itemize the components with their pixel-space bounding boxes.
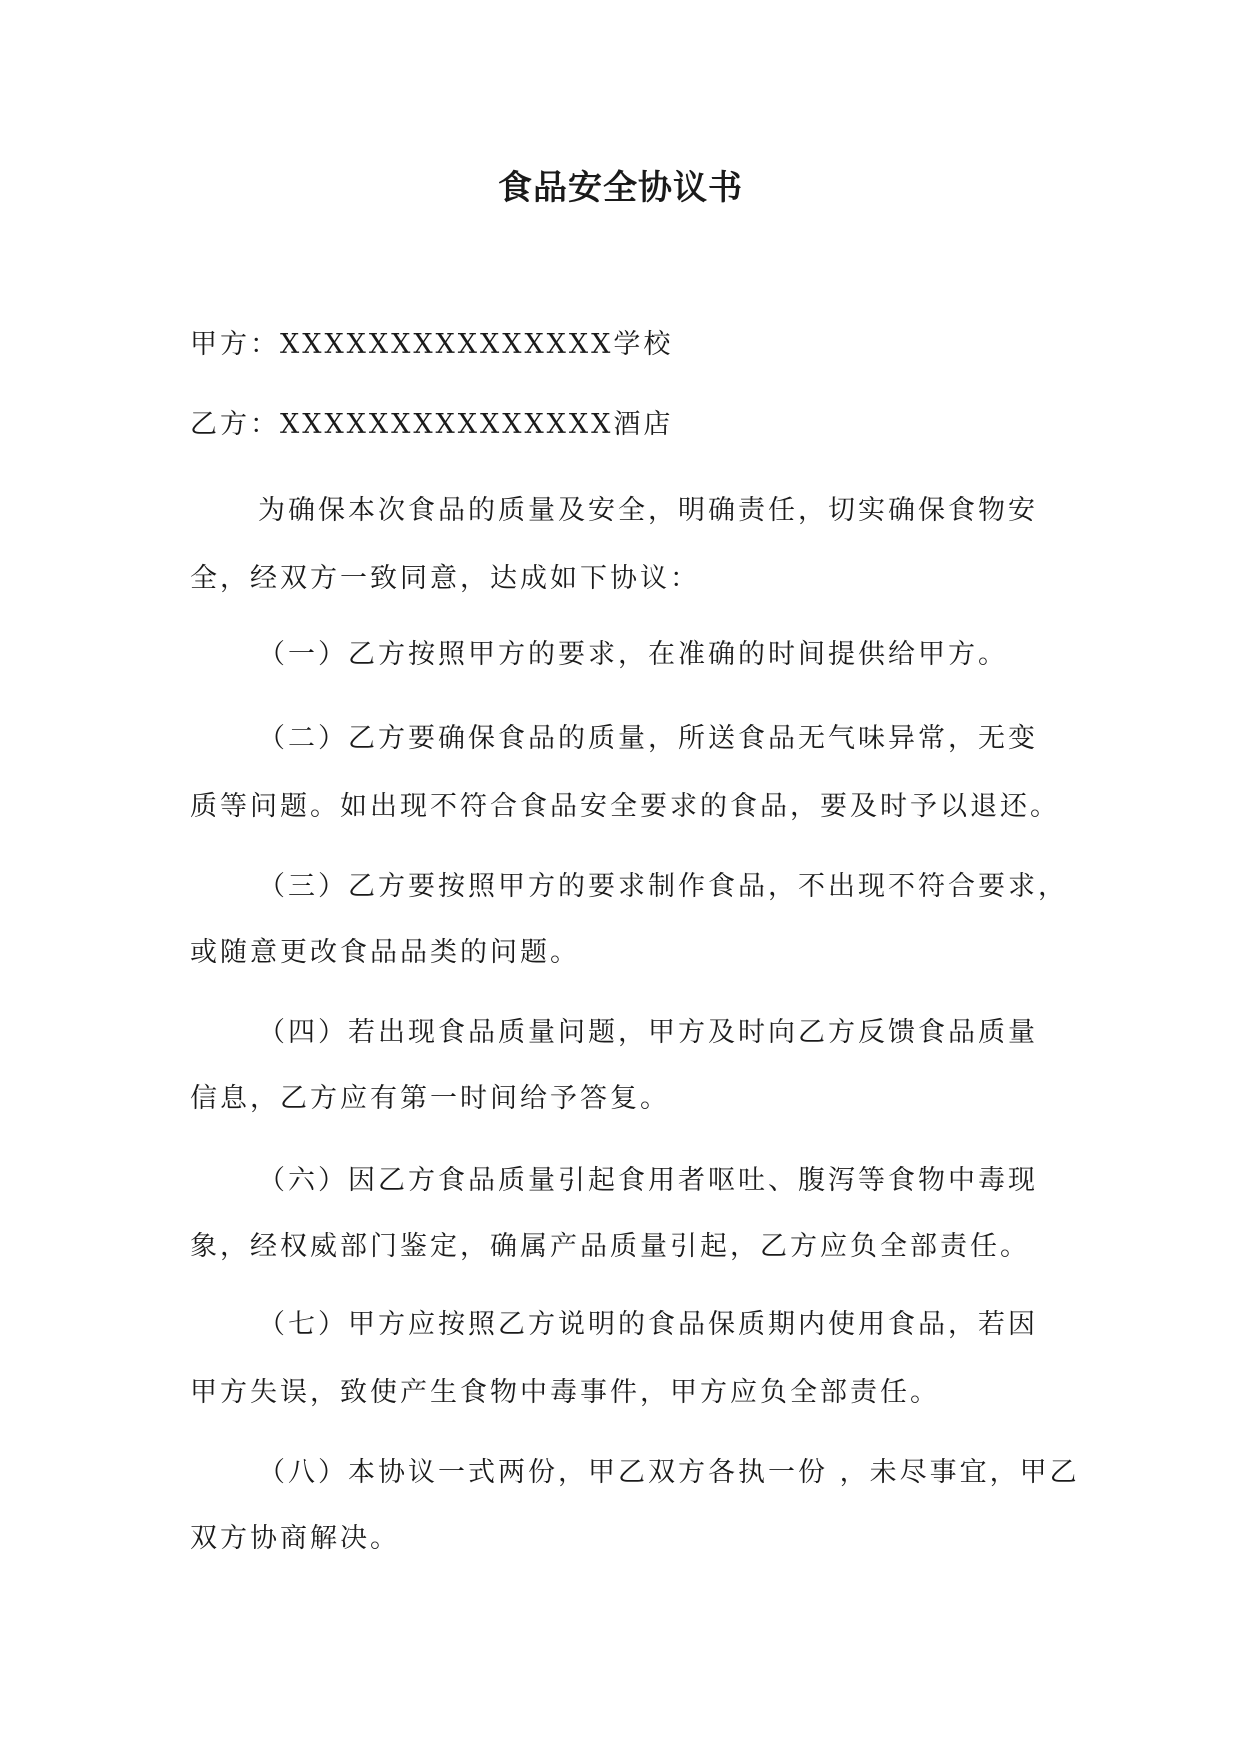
clause-7-line-2: 甲方失误，致使产生食物中毒事件，甲方应负全部责任。 — [190, 1377, 940, 1408]
clause-8-line-1: （八）本协议一式两份，甲乙双方各执一份 ，未尽事宜，甲乙 — [258, 1457, 1080, 1488]
clause-3-line-1: （三）乙方要按照甲方的要求制作食品，不出现不符合要求， — [258, 871, 1068, 902]
preamble-line-2: 全，经双方一致同意，达成如下协议： — [190, 563, 700, 594]
clause-3-line-2: 或随意更改食品品类的问题。 — [190, 937, 580, 968]
clause-6-line-2: 象，经权威部门鉴定，确属产品质量引起，乙方应负全部责任。 — [190, 1231, 1030, 1262]
clause-4-line-1: （四）若出现食品质量问题，甲方及时向乙方反馈食品质量 — [258, 1017, 1038, 1048]
clause-2-line-1: （二）乙方要确保食品的质量，所送食品无气味异常，无变 — [258, 723, 1038, 754]
clause-1-line-1: （一）乙方按照甲方的要求，在准确的时间提供给甲方。 — [258, 639, 1008, 670]
clause-8-line-2: 双方协商解决。 — [190, 1523, 400, 1554]
clause-2-line-2: 质等问题。如出现不符合食品安全要求的食品，要及时予以退还。 — [190, 791, 1060, 822]
preamble-line-1: 为确保本次食品的质量及安全，明确责任，切实确保食物安 — [258, 495, 1038, 526]
clause-4-line-2: 信息，乙方应有第一时间给予答复。 — [190, 1083, 670, 1114]
clause-7-line-1: （七）甲方应按照乙方说明的食品保质期内使用食品，若因 — [258, 1309, 1038, 1340]
party-b-line: 乙方：XXXXXXXXXXXXXXX酒店 — [190, 409, 674, 440]
page-title: 食品安全协议书 — [498, 168, 743, 208]
clause-6-line-1: （六）因乙方食品质量引起食用者呕吐、腹泻等食物中毒现 — [258, 1165, 1038, 1196]
party-a-line: 甲方：XXXXXXXXXXXXXXX学校 — [190, 329, 674, 360]
